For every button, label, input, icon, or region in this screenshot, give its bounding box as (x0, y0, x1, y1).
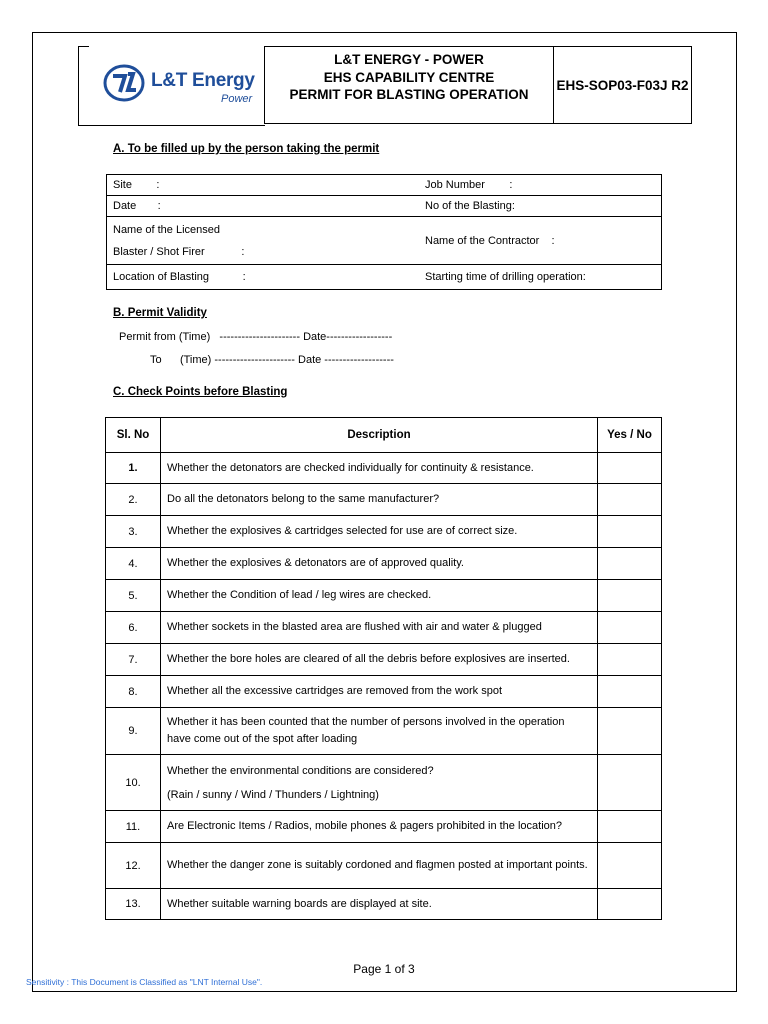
yes-no-cell[interactable] (598, 889, 662, 920)
section-a-heading: A. To be filled up by the person taking the permit (113, 143, 380, 155)
yes-no-cell[interactable] (598, 484, 662, 516)
page-number: Page 1 of 3 (353, 962, 415, 976)
section-c-heading: C. Check Points before Blasting (113, 386, 288, 398)
table-row (106, 484, 662, 516)
header-title (264, 46, 554, 124)
row-description: Whether suitable warning boards are displayed at site. (161, 889, 598, 920)
row-description (161, 755, 598, 811)
table-row (107, 217, 662, 265)
header-title-line-3: PERMIT FOR BLASTING OPERATION (289, 87, 529, 102)
logo-cell-top-edge (79, 46, 89, 47)
row-number: 7. (106, 644, 161, 676)
header-title-line-1: L&T ENERGY - POWER (334, 52, 484, 67)
yes-no-cell[interactable] (598, 580, 662, 612)
table-row (107, 265, 662, 290)
header-title-line-2: EHS CAPABILITY CENTRE (323, 69, 495, 85)
blaster-label-line-2: Blaster / Shot Firer : (113, 245, 245, 258)
blasting-number-field[interactable]: No of the Blasting: (419, 196, 662, 217)
permit-details-table (106, 174, 662, 290)
table-row (106, 811, 662, 843)
logo-subtext: Power (221, 93, 253, 105)
table-row (106, 843, 662, 889)
row-description: Whether all the excessive cartridges are removed from the work spot (161, 676, 598, 708)
yes-no-cell[interactable] (598, 843, 662, 889)
row-description: Do all the detonators belong to the same manufacturer? (161, 484, 598, 516)
date-field[interactable]: Date : (107, 196, 420, 217)
blaster-label-line-1: Name of the Licensed (113, 223, 221, 236)
row-description-line-1: Whether the environmental conditions are considered? (167, 764, 434, 777)
table-row (106, 889, 662, 920)
row-number: 4. (106, 548, 161, 580)
document-header (78, 46, 692, 125)
row-number: 6. (106, 612, 161, 644)
row-description: Whether it has been counted that the number of persons involved in the operation have come out of the spot after loading (161, 708, 598, 755)
yes-no-cell[interactable] (598, 516, 662, 548)
yes-no-cell[interactable] (598, 612, 662, 644)
row-number: 8. (106, 676, 161, 708)
row-description: Are Electronic Items / Radios, mobile phones & pagers prohibited in the location? (161, 811, 598, 843)
row-number: 5. (106, 580, 161, 612)
table-row (107, 175, 662, 196)
row-number: 3. (106, 516, 161, 548)
checklist-header-row (106, 418, 662, 453)
row-number: 11. (106, 811, 161, 843)
row-description: Whether the danger zone is suitably cordoned and flagmen posted at important points. (161, 843, 598, 889)
table-row (106, 612, 662, 644)
drilling-start-time-field[interactable]: Starting time of drilling operation: (419, 265, 662, 290)
yes-no-cell[interactable] (598, 644, 662, 676)
col-description: Description (161, 418, 598, 453)
yes-no-cell[interactable] (598, 811, 662, 843)
company-logo (103, 60, 263, 110)
yes-no-cell[interactable] (598, 708, 662, 755)
permit-to-line[interactable]: To (Time) ---------------------- Date ------------------- (150, 354, 394, 366)
table-row (106, 755, 662, 811)
logo-cell (78, 46, 265, 126)
table-row (106, 708, 662, 755)
col-sl-no: Sl. No (106, 418, 161, 453)
row-description: Whether the Condition of lead / leg wires are checked. (161, 580, 598, 612)
yes-no-cell[interactable] (598, 676, 662, 708)
checklist-table (105, 417, 662, 920)
row-description: Whether sockets in the blasted area are flushed with air and water & plugged (161, 612, 598, 644)
row-number: 2. (106, 484, 161, 516)
row-number: 1. (106, 453, 161, 484)
col-yes-no: Yes / No (598, 418, 662, 453)
row-description: Whether the explosives & detonators are of approved quality. (161, 548, 598, 580)
job-number-field[interactable]: Job Number : (419, 175, 662, 196)
sensitivity-label: Sensitivity : This Document is Classified as "LNT Internal Use". (26, 977, 263, 987)
yes-no-cell[interactable] (598, 755, 662, 811)
blaster-name-field[interactable] (107, 217, 420, 265)
table-row (106, 644, 662, 676)
yes-no-cell[interactable] (598, 548, 662, 580)
yes-no-cell[interactable] (598, 453, 662, 484)
table-row (106, 516, 662, 548)
logo-text: L&T Energy (151, 70, 255, 91)
row-description: Whether the bore holes are cleared of all the debris before explosives are inserted. (161, 644, 598, 676)
table-row (106, 580, 662, 612)
table-row (106, 453, 662, 484)
row-description: Whether the explosives & cartridges selected for use are of correct size. (161, 516, 598, 548)
row-description: Whether the detonators are checked individually for continuity & resistance. (161, 453, 598, 484)
contractor-name-field[interactable]: Name of the Contractor : (419, 217, 662, 265)
row-description-line-2: (Rain / sunny / Wind / Thunders / Lightning) (167, 788, 379, 801)
document-code: EHS-SOP03-F03J R2 (554, 46, 692, 124)
blasting-location-field[interactable]: Location of Blasting : (107, 265, 420, 290)
row-number: 10. (106, 755, 161, 811)
site-field[interactable]: Site : (107, 175, 420, 196)
permit-from-line[interactable]: Permit from (Time) ---------------------- Date------------------ (119, 331, 393, 343)
row-number: 9. (106, 708, 161, 755)
table-row (106, 676, 662, 708)
lt-emblem-icon (103, 62, 145, 104)
row-number: 12. (106, 843, 161, 889)
row-number: 13. (106, 889, 161, 920)
table-row (106, 548, 662, 580)
section-b-heading: B. Permit Validity (113, 307, 207, 319)
table-row (107, 196, 662, 217)
